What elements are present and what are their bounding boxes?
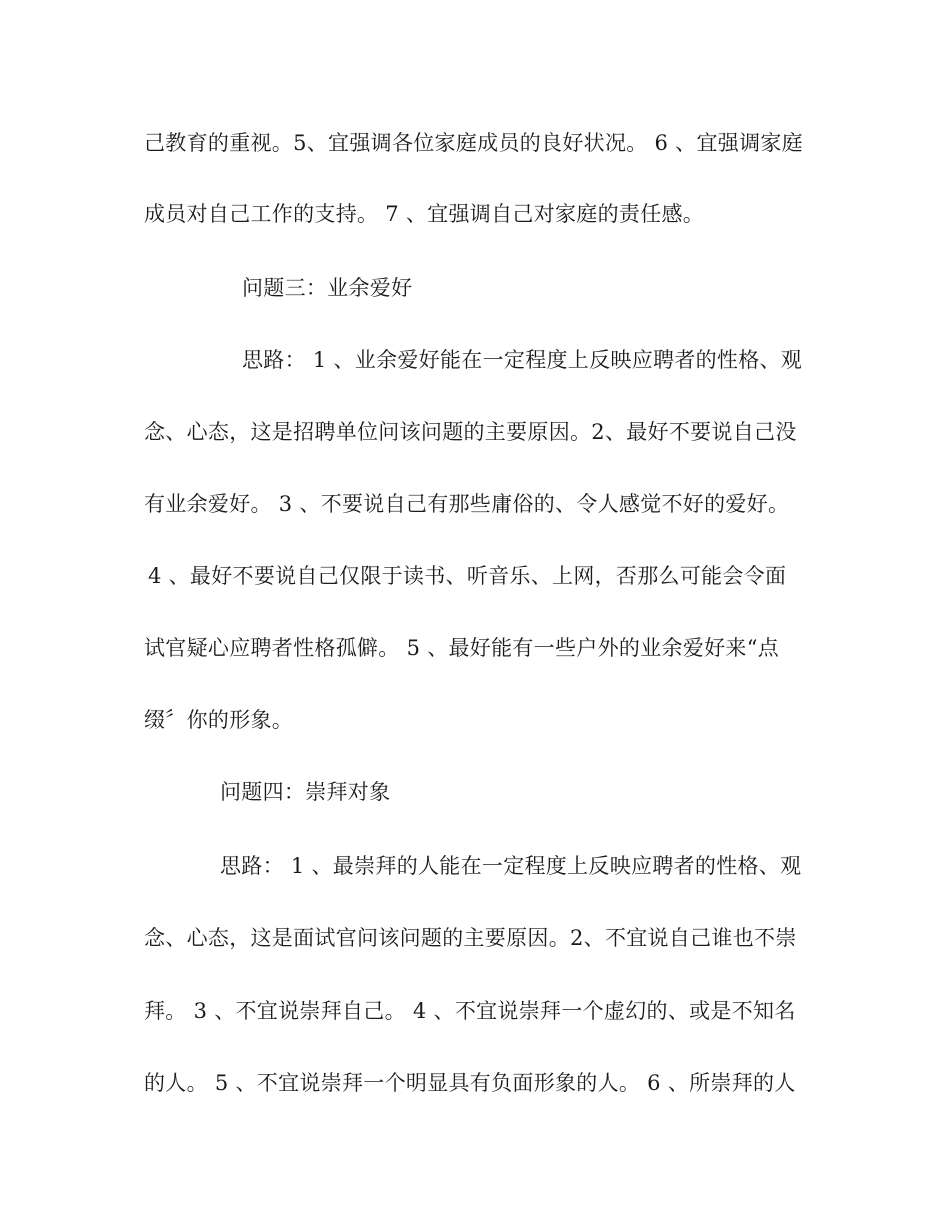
paragraph-line: 有业余爱好。 3 、不要说自己有那些庸俗的、令人感觉不好的爱好。 xyxy=(144,492,790,516)
paragraph-line: 念、心态，这是面试官问该问题的主要原因。2、不宜说自己谁也不崇 xyxy=(144,926,797,950)
paragraph-line: 的人。 5 、不宜说崇拜一个明显具有负面形象的人。 6 、所崇拜的人 xyxy=(144,1071,796,1095)
paragraph-line: 缀〞你的形象。 xyxy=(144,708,294,732)
section-heading: 问题三：业余爱好 xyxy=(242,276,413,300)
paragraph-line: 成员对自己工作的支持。 7 、宜强调自己对家庭的责任感。 xyxy=(144,202,705,226)
paragraph-line: 拜。 3 、不宜说崇拜自己。 4 、不宜说崇拜一个虚幻的、或是不知名 xyxy=(144,999,796,1023)
paragraph-line: 念、心态，这是招聘单位问该问题的主要原因。2、最好不要说自己没 xyxy=(144,420,797,444)
paragraph-line: 4 、最好不要说自己仅限于读书、听音乐、上网，否那么可能会令面 xyxy=(148,564,787,588)
paragraph-line: 思路： 1 、最崇拜的人能在一定程度上反映应聘者的性格、观 xyxy=(220,854,802,878)
paragraph-line: 思路： 1 、业余爱好能在一定程度上反映应聘者的性格、观 xyxy=(242,348,803,372)
paragraph-line: 试官疑心应聘者性格孤僻。 5 、最好能有一些户外的业余爱好来“点 xyxy=(144,636,780,660)
section-heading: 问题四：崇拜对象 xyxy=(220,780,391,804)
paragraph-line: 己教育的重视。5、宜强调各位家庭成员的良好状况。 6 、宜强调家庭 xyxy=(144,131,803,155)
